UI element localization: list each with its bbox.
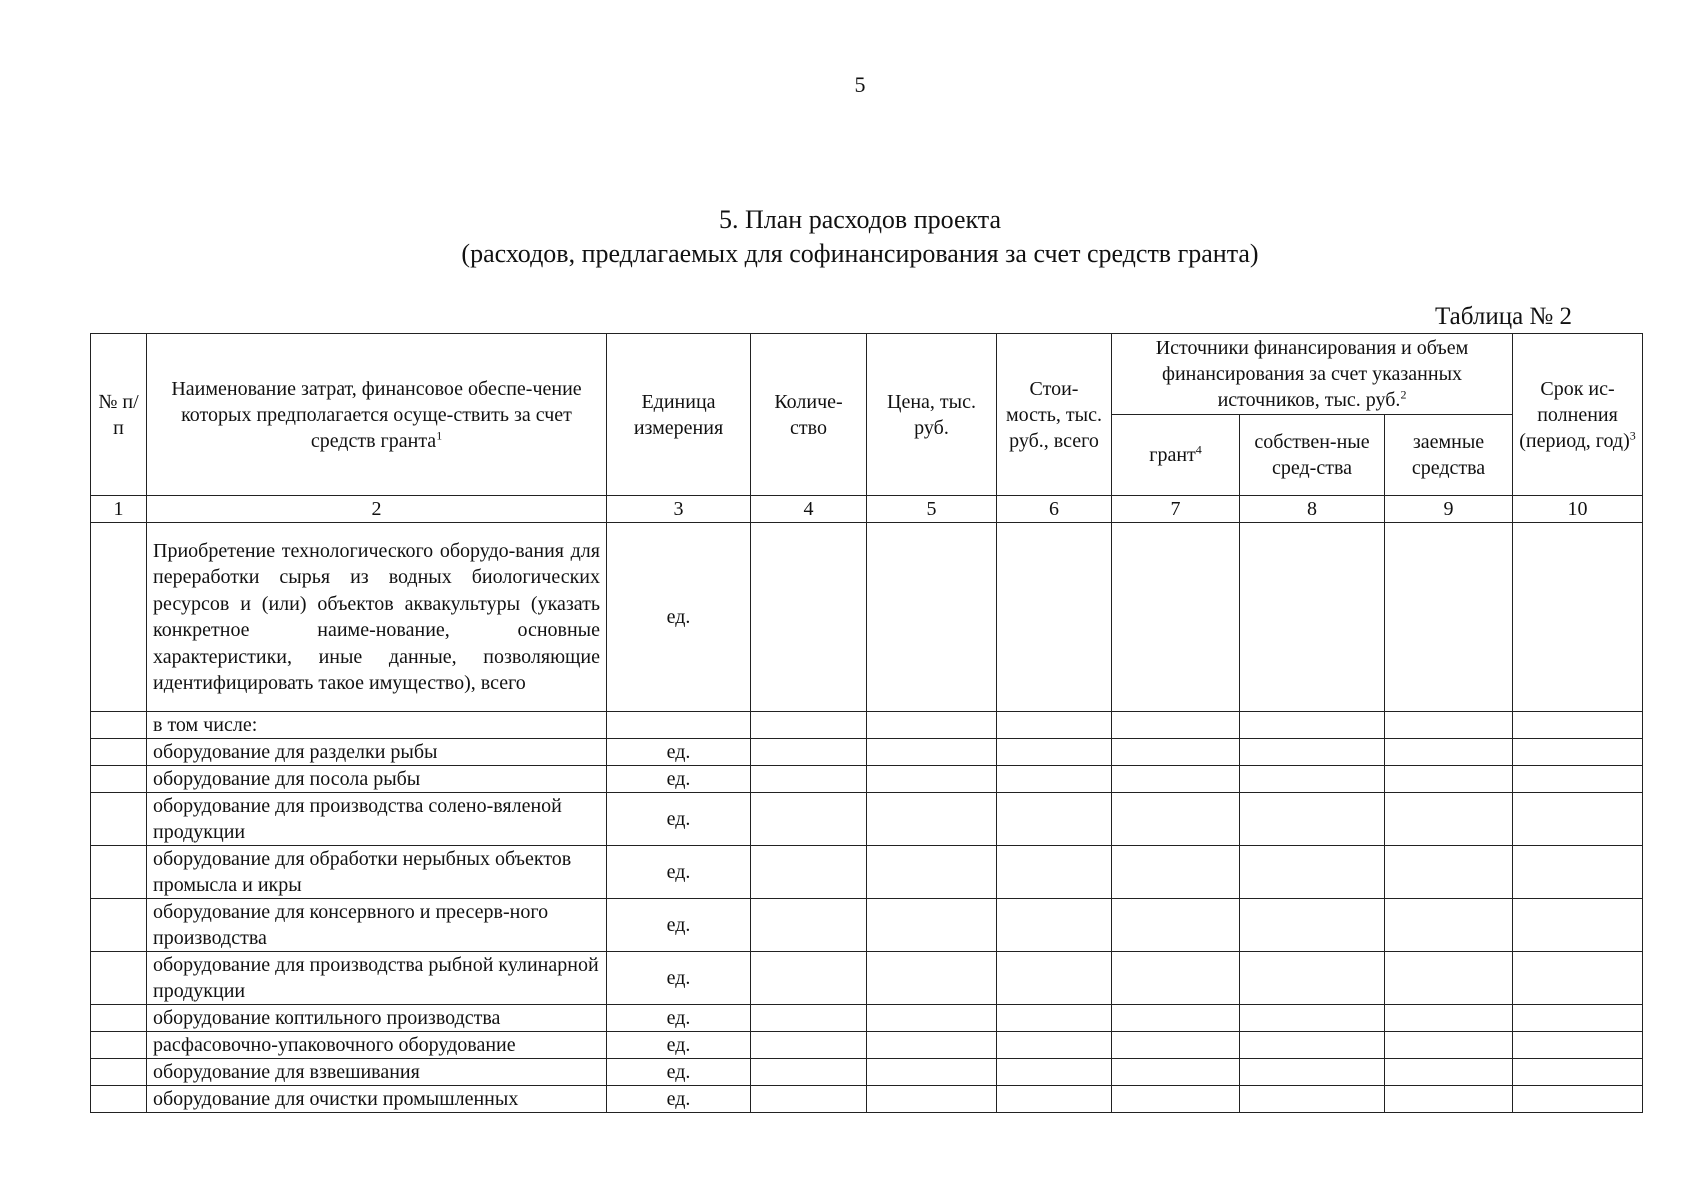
column-number: 1 — [91, 496, 147, 523]
column-number: 7 — [1112, 496, 1240, 523]
table-row — [91, 712, 1643, 739]
row-unit: ед. — [607, 766, 751, 793]
header-cost: Стои-мость, тыс. руб., всего — [997, 334, 1112, 496]
row-name: оборудование для консервного и пресерв-ного производства — [147, 899, 607, 952]
title-line-2: (расходов, предлагаемых для софинансирования за счет средств гранта) — [461, 239, 1259, 268]
table-row — [91, 1059, 1643, 1086]
table-row — [91, 899, 1643, 952]
column-number: 6 — [997, 496, 1112, 523]
page-number: 5 — [854, 72, 866, 97]
row-name: оборудование коптильного производства — [147, 1005, 607, 1032]
table-row — [91, 952, 1643, 1005]
column-number-row — [91, 496, 1643, 523]
row-unit: ед. — [607, 846, 751, 899]
header-deadline: Срок ис-полнения (период, год)$^3$ — [1513, 334, 1643, 496]
row-unit: ед. — [607, 793, 751, 846]
document-title — [0, 203, 1697, 271]
header-unit: Единица измерения — [607, 334, 751, 496]
table-row — [91, 1032, 1643, 1059]
title-line-1: 5. План расходов проекта — [719, 205, 1001, 234]
expense-plan-table — [90, 333, 1643, 1113]
row-name: оборудование для обработки нерыбных объектов промысла и икры — [147, 846, 607, 899]
row-name: расфасовочно-упаковочного оборудование — [147, 1032, 607, 1059]
row-unit: ед. — [607, 1086, 751, 1113]
row-unit: ед. — [607, 1032, 751, 1059]
header-price: Цена, тыс. руб. — [867, 334, 997, 496]
table-label: Таблица № 2 — [1435, 303, 1573, 330]
row-name: в том числе: — [147, 712, 607, 739]
row-name: оборудование для разделки рыбы — [147, 739, 607, 766]
table-row — [91, 766, 1643, 793]
row-name: оборудование для посола рыбы — [147, 766, 607, 793]
header-grant: грант$^4$ — [1112, 415, 1240, 496]
header-quantity: Количе-ство — [751, 334, 867, 496]
row-name: оборудование для производства солено-вяленой продукции — [147, 793, 607, 846]
table-row — [91, 793, 1643, 846]
table-row — [91, 739, 1643, 766]
column-number: 4 — [751, 496, 867, 523]
column-number: 10 — [1513, 496, 1643, 523]
column-number: 2 — [147, 496, 607, 523]
header-borrowed-funds: заемные средства — [1385, 415, 1513, 496]
row-name: Приобретение технологического оборудо-вания для переработки сырья из водных биологических ресурсов и (или) объектов аквакультуры (указать конкретное наиме-нование, основные характеристики, иные данные, позволяющие идентифицировать такое имущество), всего — [147, 523, 607, 712]
row-unit: ед. — [607, 523, 751, 712]
table-row — [91, 1005, 1643, 1032]
header-own-funds: собствен-ные сред-ства — [1240, 415, 1385, 496]
row-unit: ед. — [607, 1005, 751, 1032]
column-number: 3 — [607, 496, 751, 523]
header-num: № п/п — [91, 334, 147, 496]
column-number: 5 — [867, 496, 997, 523]
table-row — [91, 523, 1643, 712]
row-unit: ед. — [607, 739, 751, 766]
row-name: оборудование для производства рыбной кулинарной продукции — [147, 952, 607, 1005]
header-funding-sources: Источники финансирования и объем финансирования за счет указанных источников, тыс. руб.$^2$ — [1112, 334, 1513, 415]
row-unit: ед. — [607, 899, 751, 952]
table-row — [91, 1086, 1643, 1113]
row-name: оборудование для очистки промышленных — [147, 1086, 607, 1113]
row-unit — [607, 712, 751, 739]
column-number: 8 — [1240, 496, 1385, 523]
table-row — [91, 846, 1643, 899]
row-name: оборудование для взвешивания — [147, 1059, 607, 1086]
header-name: Наименование затрат, финансовое обеспе-чение которых предполагается осуще-ствить за счет средств гранта$^1$ — [147, 334, 607, 496]
row-unit: ед. — [607, 952, 751, 1005]
header-row — [91, 334, 1643, 415]
row-unit: ед. — [607, 1059, 751, 1086]
column-number: 9 — [1385, 496, 1513, 523]
